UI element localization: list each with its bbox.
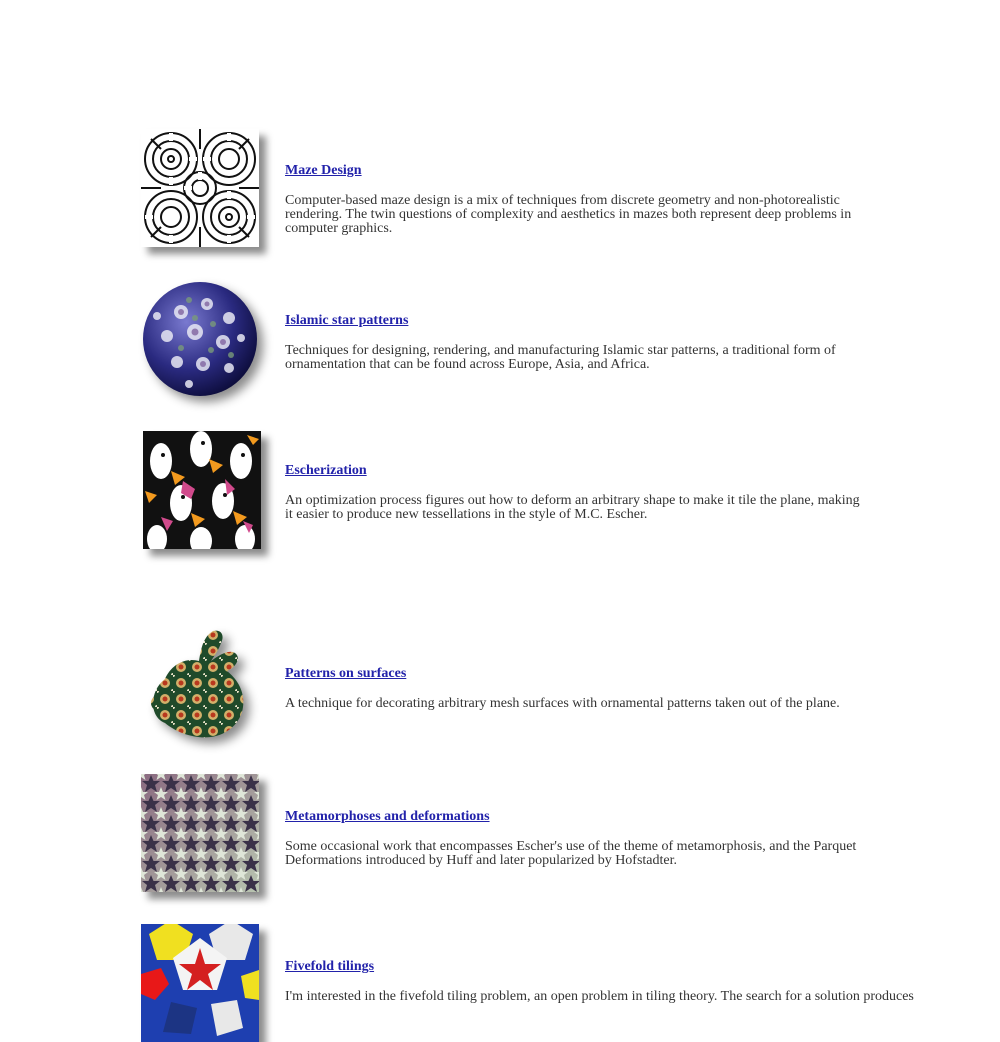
project-link-metamorphoses[interactable]: Metamorphoses and deformations [285,809,490,824]
fivefold-icon [141,924,259,1042]
project-link-islamic-star-patterns[interactable]: Islamic star patterns [285,313,409,328]
project-link-escherization[interactable]: Escherization [285,463,367,478]
maze-image[interactable] [141,129,259,247]
project-link-fivefold-tilings[interactable]: Fivefold tilings [285,959,375,974]
project-description-escherization: An optimization process figures out how to deform an arbitrary shape to make it tile the plane, making it easier to produce new tessellations in the style of M.C. Escher. [285,493,860,522]
project-description-maze-design: Computer-based maze design is a mix of techniques from discrete geometry and non-photorealistic rendering. The twin questions of complexity and aesthetics in mazes both represent deep problems in computer graphics. [285,193,852,236]
fivefold-tiling-image[interactable] [141,924,259,1042]
project-description-islamic-star-patterns: Techniques for designing, rendering, and manufacturing Islamic star patterns, a traditional form of ornamentation that can be found across Europe, Asia, and Africa. [285,343,836,372]
project-link-patterns-on-surfaces[interactable]: Patterns on surfaces [285,666,407,681]
star-tiling-image[interactable] [141,774,259,892]
penguin-tessellation-image[interactable] [143,431,261,549]
project-description-metamorphoses: Some occasional work that encompasses Escher's use of the theme of metamorphosis, and the Parquet Deformations introduced by Huff and later popularized by Hofstadter. [285,839,857,868]
patterned-bunny-image[interactable] [141,627,259,745]
project-description-patterns-on-surfaces: A technique for decorating arbitrary mesh surfaces with ornamental patterns taken out of the plane. [285,696,840,711]
project-description-fivefold-tilings: I'm interested in the fivefold tiling problem, an open problem in tiling theory. The search for a solution produces [285,989,914,1004]
maze-icon [141,129,259,247]
bunny-icon [141,627,259,745]
project-link-maze-design[interactable]: Maze Design [285,163,362,178]
sphere-icon [141,280,259,398]
star-pattern-sphere-image[interactable] [141,280,259,398]
penguin-icon [143,431,261,549]
star-tiling-icon [141,774,259,892]
